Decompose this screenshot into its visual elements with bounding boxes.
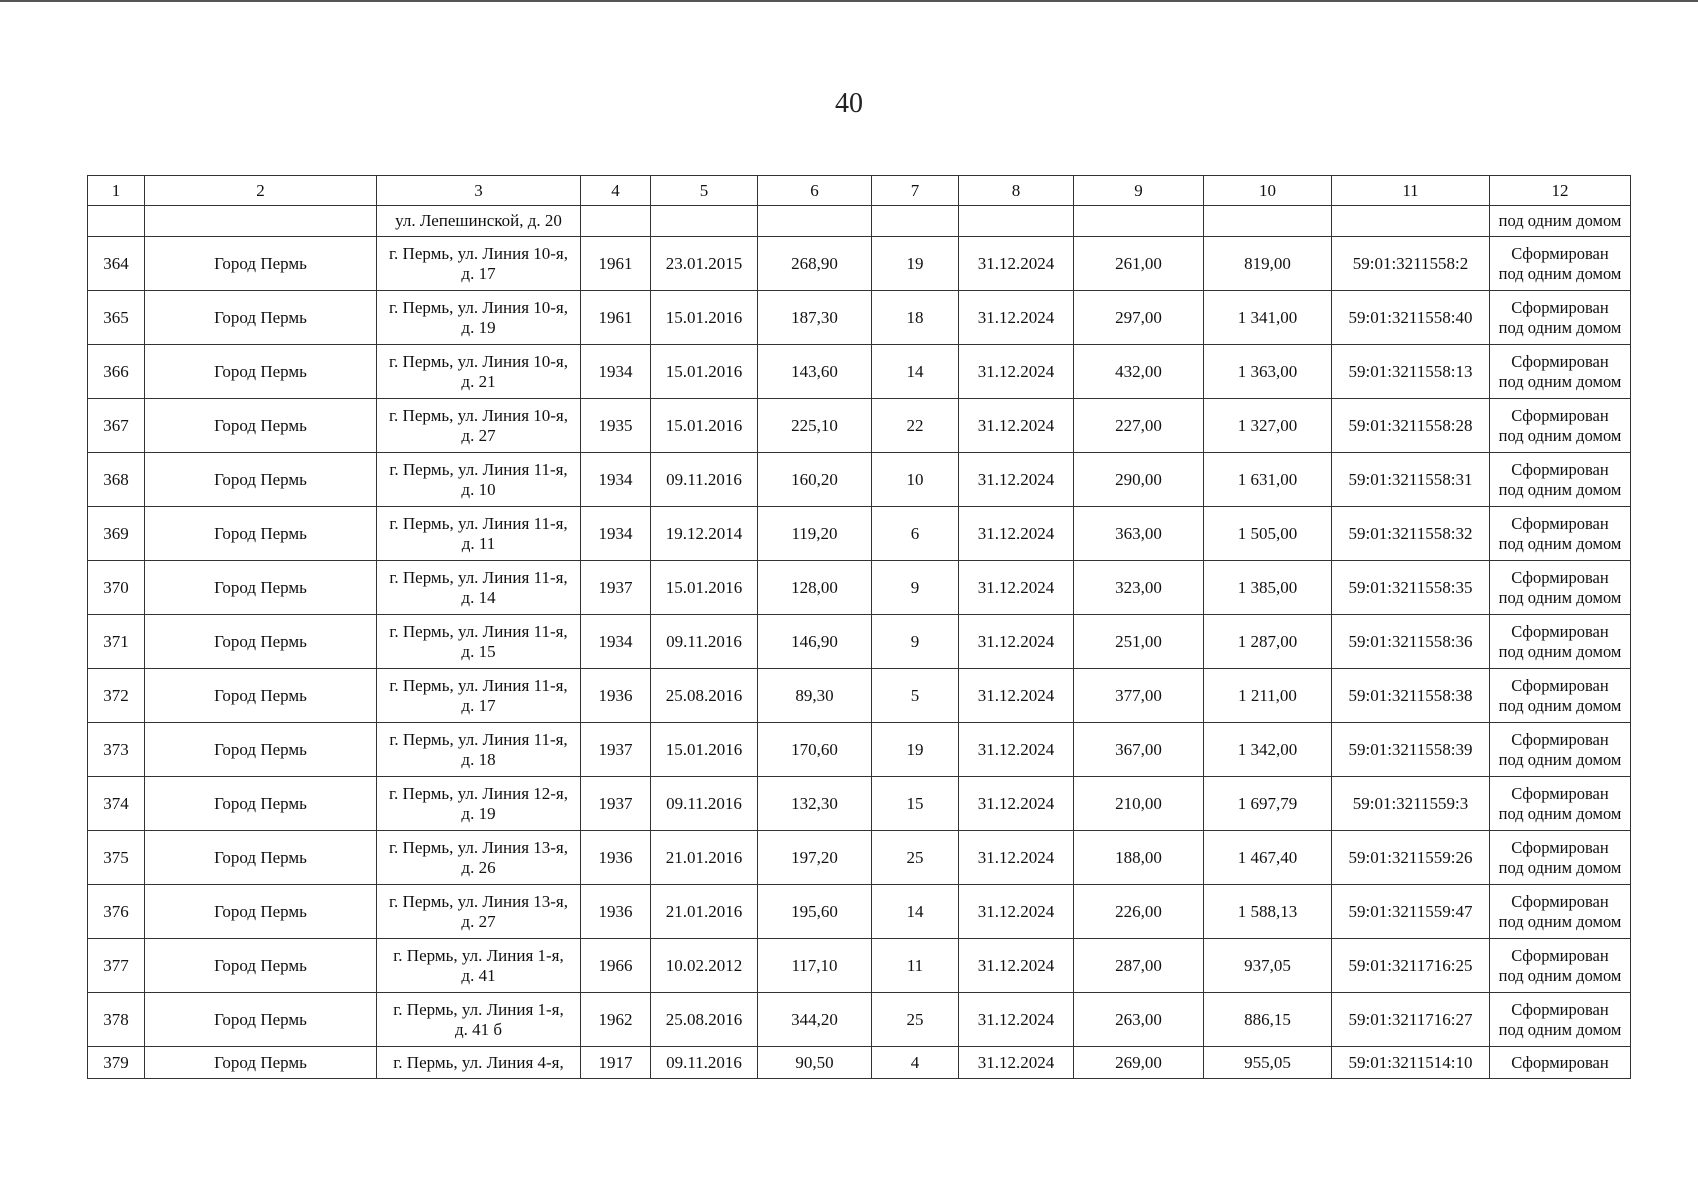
- status-cell-line-2: под одним домом: [1498, 479, 1622, 499]
- deadline-cell: 31.12.2024: [959, 1047, 1074, 1079]
- area-cell: 187,30: [758, 291, 872, 345]
- land-area-cell: 287,00: [1074, 939, 1204, 993]
- address-cell-line-2: д. 27: [461, 911, 496, 931]
- municipality-cell: Город Пермь: [145, 669, 377, 723]
- status-cell-line-1: Сформирован: [1511, 405, 1609, 425]
- count-cell: 22: [872, 399, 959, 453]
- date-cell: 15.01.2016: [651, 723, 758, 777]
- status-cell-line-1: Сформирован: [1511, 243, 1609, 263]
- land-area-cell: 432,00: [1074, 345, 1204, 399]
- continuation-row: [88, 206, 1631, 237]
- row-number-cell: 371: [88, 615, 145, 669]
- row-number-cell: 376: [88, 885, 145, 939]
- cadastral-number-cell: 59:01:3211559:47: [1332, 885, 1490, 939]
- cadastral-number-cell: 59:01:3211558:38: [1332, 669, 1490, 723]
- count-cell: 18: [872, 291, 959, 345]
- address-cell: [377, 237, 581, 291]
- address-cell: [377, 939, 581, 993]
- deadline-cell: 31.12.2024: [959, 561, 1074, 615]
- cost-cell: 1 342,00: [1204, 723, 1332, 777]
- area-cell: 160,20: [758, 453, 872, 507]
- area-cell: 143,60: [758, 345, 872, 399]
- address-cell: [377, 561, 581, 615]
- deadline-cell: 31.12.2024: [959, 291, 1074, 345]
- area-cell: 268,90: [758, 237, 872, 291]
- address-cell: [377, 615, 581, 669]
- address-cell: [377, 993, 581, 1047]
- row-number-cell: 378: [88, 993, 145, 1047]
- status-cell-line-2: под одним домом: [1498, 965, 1622, 985]
- status-cell-line-1: Сформирован: [1511, 837, 1609, 857]
- count-cell: 19: [872, 237, 959, 291]
- date-cell: 09.11.2016: [651, 777, 758, 831]
- cost-cell: 819,00: [1204, 237, 1332, 291]
- cost-cell: 1 588,13: [1204, 885, 1332, 939]
- date-cell: 19.12.2014: [651, 507, 758, 561]
- cadastral-number-cell: 59:01:3211558:2: [1332, 237, 1490, 291]
- area-cell: 197,20: [758, 831, 872, 885]
- status-cell-line-2: под одним домом: [1498, 533, 1622, 553]
- area-cell: 90,50: [758, 1047, 872, 1079]
- count-cell: 14: [872, 885, 959, 939]
- row-number-cell: 369: [88, 507, 145, 561]
- table-row: [88, 1047, 1631, 1079]
- status-cell-line-1: Сформирован: [1511, 729, 1609, 749]
- municipality-cell: Город Пермь: [145, 777, 377, 831]
- cost-cell: 1 385,00: [1204, 561, 1332, 615]
- table-row: [88, 615, 1631, 669]
- count-cell: 5: [872, 669, 959, 723]
- status-cell-line-2: под одним домом: [1498, 749, 1622, 769]
- status-cell-line-2: под одним домом: [1498, 641, 1622, 661]
- address-cell: ул. Лепешинской, д. 20: [377, 206, 581, 237]
- date-cell: 23.01.2015: [651, 237, 758, 291]
- column-header: 2: [145, 176, 377, 206]
- year-cell: 1936: [581, 669, 651, 723]
- date-cell: 09.11.2016: [651, 1047, 758, 1079]
- status-cell: [1490, 237, 1631, 291]
- cost-cell: 1 211,00: [1204, 669, 1332, 723]
- address-cell-line-1: г. Пермь, ул. Линия 11-я,: [389, 729, 568, 749]
- row-number-cell: 374: [88, 777, 145, 831]
- date-cell: 15.01.2016: [651, 561, 758, 615]
- address-cell: [377, 885, 581, 939]
- status-cell-line-1: Сформирован: [1511, 999, 1609, 1019]
- year-cell: 1934: [581, 453, 651, 507]
- column-header: 9: [1074, 176, 1204, 206]
- table-row: [88, 993, 1631, 1047]
- date-cell: 25.08.2016: [651, 669, 758, 723]
- municipality-cell: Город Пермь: [145, 507, 377, 561]
- area-cell: 128,00: [758, 561, 872, 615]
- date-cell: 21.01.2016: [651, 885, 758, 939]
- land-area-cell: 263,00: [1074, 993, 1204, 1047]
- column-header: 7: [872, 176, 959, 206]
- column-header: 10: [1204, 176, 1332, 206]
- area-cell: 89,30: [758, 669, 872, 723]
- date-cell: 21.01.2016: [651, 831, 758, 885]
- year-cell: 1962: [581, 993, 651, 1047]
- row-number-cell: 367: [88, 399, 145, 453]
- year-cell: 1934: [581, 615, 651, 669]
- deadline-cell: 31.12.2024: [959, 615, 1074, 669]
- cost-cell: 886,15: [1204, 993, 1332, 1047]
- status-cell: [1490, 507, 1631, 561]
- deadline-cell: 31.12.2024: [959, 669, 1074, 723]
- address-cell: [377, 831, 581, 885]
- address-cell: [377, 777, 581, 831]
- cost-cell: 1 341,00: [1204, 291, 1332, 345]
- status-cell: [1490, 561, 1631, 615]
- row-number-cell: 373: [88, 723, 145, 777]
- count-cell: 6: [872, 507, 959, 561]
- cadastral-number-cell: 59:01:3211558:39: [1332, 723, 1490, 777]
- status-cell: [1490, 885, 1631, 939]
- cost-cell: 1 467,40: [1204, 831, 1332, 885]
- year-cell: 1934: [581, 507, 651, 561]
- count-cell: 11: [872, 939, 959, 993]
- land-area-cell: 367,00: [1074, 723, 1204, 777]
- cost-cell: 1 287,00: [1204, 615, 1332, 669]
- deadline-cell: 31.12.2024: [959, 237, 1074, 291]
- count-cell: 10: [872, 453, 959, 507]
- deadline-cell: 31.12.2024: [959, 507, 1074, 561]
- status-cell: [1490, 453, 1631, 507]
- cadastral-number-cell: 59:01:3211558:32: [1332, 507, 1490, 561]
- status-cell: [1490, 831, 1631, 885]
- row-number-cell: 366: [88, 345, 145, 399]
- status-cell-line-2: под одним домом: [1498, 695, 1622, 715]
- municipality-cell: Город Пермь: [145, 291, 377, 345]
- table-row: [88, 723, 1631, 777]
- municipality-cell: Город Пермь: [145, 453, 377, 507]
- land-area-cell: 269,00: [1074, 1047, 1204, 1079]
- address-cell-line-1: г. Пермь, ул. Линия 1-я,: [393, 999, 564, 1019]
- status-cell: [1490, 723, 1631, 777]
- cost-cell: 937,05: [1204, 939, 1332, 993]
- address-cell: [377, 669, 581, 723]
- cadastral-number-cell: 59:01:3211558:13: [1332, 345, 1490, 399]
- date-cell: 15.01.2016: [651, 345, 758, 399]
- table-row: [88, 669, 1631, 723]
- deadline-cell: 31.12.2024: [959, 723, 1074, 777]
- address-cell-line-1: г. Пермь, ул. Линия 10-я,: [389, 351, 568, 371]
- year-cell: 1966: [581, 939, 651, 993]
- table-row: [88, 885, 1631, 939]
- status-cell-line-2: под одним домом: [1498, 587, 1622, 607]
- year-cell: 1961: [581, 291, 651, 345]
- cost-cell: 1 631,00: [1204, 453, 1332, 507]
- address-cell-line-2: д. 19: [461, 803, 496, 823]
- municipality-cell: Город Пермь: [145, 885, 377, 939]
- address-cell-line-1: г. Пермь, ул. Линия 11-я,: [389, 513, 568, 533]
- row-number-cell: 365: [88, 291, 145, 345]
- cadastral-number-cell: 59:01:3211558:31: [1332, 453, 1490, 507]
- address-cell-line-2: д. 11: [461, 533, 496, 553]
- area-cell: 195,60: [758, 885, 872, 939]
- count-cell: 4: [872, 1047, 959, 1079]
- address-cell-line-2: д. 21: [461, 371, 496, 391]
- year-cell: 1937: [581, 561, 651, 615]
- address-cell-line-1: г. Пермь, ул. Линия 13-я,: [389, 837, 568, 857]
- count-cell: 25: [872, 831, 959, 885]
- table-row: [88, 939, 1631, 993]
- deadline-cell: 31.12.2024: [959, 453, 1074, 507]
- address-cell: г. Пермь, ул. Линия 4-я,: [377, 1047, 581, 1079]
- year-cell: 1936: [581, 885, 651, 939]
- address-cell: [377, 345, 581, 399]
- status-cell: под одним домом: [1490, 206, 1631, 237]
- status-cell-line-2: под одним домом: [1498, 857, 1622, 877]
- status-cell: [1490, 615, 1631, 669]
- row-number-cell: 372: [88, 669, 145, 723]
- year-cell: 1936: [581, 831, 651, 885]
- municipality-cell: Город Пермь: [145, 939, 377, 993]
- land-area-cell: 261,00: [1074, 237, 1204, 291]
- address-cell-line-2: д. 17: [461, 695, 496, 715]
- land-area-cell: 363,00: [1074, 507, 1204, 561]
- deadline-cell: 31.12.2024: [959, 345, 1074, 399]
- municipality-cell: Город Пермь: [145, 561, 377, 615]
- count-cell: 19: [872, 723, 959, 777]
- cadastral-number-cell: 59:01:3211558:35: [1332, 561, 1490, 615]
- address-cell-line-1: г. Пермь, ул. Линия 10-я,: [389, 297, 568, 317]
- cost-cell: 1 505,00: [1204, 507, 1332, 561]
- address-cell-line-2: д. 18: [461, 749, 496, 769]
- year-cell: 1937: [581, 723, 651, 777]
- count-cell: 15: [872, 777, 959, 831]
- municipality-cell: Город Пермь: [145, 399, 377, 453]
- cost-cell: 955,05: [1204, 1047, 1332, 1079]
- date-cell: 10.02.2012: [651, 939, 758, 993]
- status-cell: [1490, 345, 1631, 399]
- table-row: [88, 237, 1631, 291]
- municipality-cell: Город Пермь: [145, 723, 377, 777]
- municipality-cell: Город Пермь: [145, 1047, 377, 1079]
- status-cell-line-2: под одним домом: [1498, 263, 1622, 283]
- cost-cell: 1 363,00: [1204, 345, 1332, 399]
- municipality-cell: Город Пермь: [145, 993, 377, 1047]
- area-cell: 170,60: [758, 723, 872, 777]
- status-cell: [1490, 399, 1631, 453]
- status-cell-line-1: Сформирован: [1511, 567, 1609, 587]
- table-row: [88, 399, 1631, 453]
- column-header: 6: [758, 176, 872, 206]
- year-cell: 1961: [581, 237, 651, 291]
- date-cell: 15.01.2016: [651, 291, 758, 345]
- address-cell-line-2: д. 26: [461, 857, 496, 877]
- row-number-cell: 377: [88, 939, 145, 993]
- land-area-cell: 297,00: [1074, 291, 1204, 345]
- area-cell: 117,10: [758, 939, 872, 993]
- count-cell: 14: [872, 345, 959, 399]
- address-cell-line-1: г. Пермь, ул. Линия 12-я,: [389, 783, 568, 803]
- cadastral-number-cell: 59:01:3211514:10: [1332, 1047, 1490, 1079]
- land-area-cell: 188,00: [1074, 831, 1204, 885]
- table-row: [88, 561, 1631, 615]
- land-area-cell: 210,00: [1074, 777, 1204, 831]
- column-number-row: [88, 176, 1631, 206]
- status-cell-line-2: под одним домом: [1498, 911, 1622, 931]
- status-cell-line-1: Сформирован: [1511, 621, 1609, 641]
- column-header: 4: [581, 176, 651, 206]
- date-cell: 25.08.2016: [651, 993, 758, 1047]
- status-cell-line-2: под одним домом: [1498, 371, 1622, 391]
- date-cell: 15.01.2016: [651, 399, 758, 453]
- housing-table: [87, 175, 1631, 1079]
- status-cell-line-1: Сформирован: [1511, 513, 1609, 533]
- row-number-cell: 368: [88, 453, 145, 507]
- year-cell: 1937: [581, 777, 651, 831]
- address-cell-line-2: д. 27: [461, 425, 496, 445]
- column-header: 11: [1332, 176, 1490, 206]
- status-cell-line-1: Сформирован: [1511, 891, 1609, 911]
- row-number-cell: 379: [88, 1047, 145, 1079]
- land-area-cell: 227,00: [1074, 399, 1204, 453]
- count-cell: 9: [872, 615, 959, 669]
- land-area-cell: 226,00: [1074, 885, 1204, 939]
- address-cell-line-1: г. Пермь, ул. Линия 10-я,: [389, 405, 568, 425]
- column-header: 1: [88, 176, 145, 206]
- address-cell-line-1: г. Пермь, ул. Линия 1-я,: [393, 945, 564, 965]
- count-cell: 9: [872, 561, 959, 615]
- deadline-cell: 31.12.2024: [959, 939, 1074, 993]
- status-cell-line-1: Сформирован: [1511, 459, 1609, 479]
- table-row: [88, 507, 1631, 561]
- cost-cell: 1 697,79: [1204, 777, 1332, 831]
- column-header: 3: [377, 176, 581, 206]
- status-cell: [1490, 777, 1631, 831]
- deadline-cell: 31.12.2024: [959, 399, 1074, 453]
- status-cell-line-1: Сформирован: [1511, 297, 1609, 317]
- municipality-cell: Город Пермь: [145, 831, 377, 885]
- address-cell: [377, 453, 581, 507]
- cadastral-number-cell: 59:01:3211559:26: [1332, 831, 1490, 885]
- deadline-cell: 31.12.2024: [959, 885, 1074, 939]
- row-number-cell: 375: [88, 831, 145, 885]
- table-row: [88, 291, 1631, 345]
- column-header: 12: [1490, 176, 1631, 206]
- cadastral-number-cell: 59:01:3211558:40: [1332, 291, 1490, 345]
- land-area-cell: 323,00: [1074, 561, 1204, 615]
- area-cell: 119,20: [758, 507, 872, 561]
- area-cell: 225,10: [758, 399, 872, 453]
- cost-cell: 1 327,00: [1204, 399, 1332, 453]
- land-area-cell: 251,00: [1074, 615, 1204, 669]
- status-cell: Сформирован: [1490, 1047, 1631, 1079]
- deadline-cell: 31.12.2024: [959, 777, 1074, 831]
- status-cell-line-1: Сформирован: [1511, 945, 1609, 965]
- year-cell: 1934: [581, 345, 651, 399]
- address-cell-line-2: д. 41: [461, 965, 496, 985]
- status-cell: [1490, 669, 1631, 723]
- status-cell: [1490, 993, 1631, 1047]
- status-cell-line-1: Сформирован: [1511, 351, 1609, 371]
- cadastral-number-cell: 59:01:3211558:28: [1332, 399, 1490, 453]
- row-number-cell: 364: [88, 237, 145, 291]
- status-cell-line-2: под одним домом: [1498, 803, 1622, 823]
- address-cell-line-2: д. 10: [461, 479, 496, 499]
- address-cell: [377, 723, 581, 777]
- municipality-cell: Город Пермь: [145, 237, 377, 291]
- table-row: [88, 345, 1631, 399]
- year-cell: 1917: [581, 1047, 651, 1079]
- column-header: 8: [959, 176, 1074, 206]
- date-cell: 09.11.2016: [651, 615, 758, 669]
- cadastral-number-cell: 59:01:3211558:36: [1332, 615, 1490, 669]
- address-cell-line-1: г. Пермь, ул. Линия 11-я,: [389, 621, 568, 641]
- land-area-cell: 377,00: [1074, 669, 1204, 723]
- status-cell-line-1: Сформирован: [1511, 783, 1609, 803]
- address-cell-line-2: д. 15: [461, 641, 496, 661]
- address-cell-line-2: д. 41 б: [454, 1019, 503, 1039]
- status-cell: [1490, 291, 1631, 345]
- address-cell-line-2: д. 17: [461, 263, 496, 283]
- address-cell-line-1: г. Пермь, ул. Линия 11-я,: [389, 675, 568, 695]
- page-number: 40: [835, 88, 863, 119]
- municipality-cell: Город Пермь: [145, 615, 377, 669]
- area-cell: 146,90: [758, 615, 872, 669]
- area-cell: 344,20: [758, 993, 872, 1047]
- status-cell-line-1: Сформирован: [1511, 675, 1609, 695]
- row-number-cell: 370: [88, 561, 145, 615]
- address-cell: [377, 291, 581, 345]
- address-cell: [377, 399, 581, 453]
- address-cell-line-1: г. Пермь, ул. Линия 11-я,: [389, 459, 568, 479]
- date-cell: 09.11.2016: [651, 453, 758, 507]
- scan-border: [0, 0, 1698, 2]
- table-row: [88, 777, 1631, 831]
- deadline-cell: 31.12.2024: [959, 993, 1074, 1047]
- cadastral-number-cell: 59:01:3211716:27: [1332, 993, 1490, 1047]
- area-cell: 132,30: [758, 777, 872, 831]
- column-header: 5: [651, 176, 758, 206]
- status-cell: [1490, 939, 1631, 993]
- table-row: [88, 831, 1631, 885]
- address-cell-line-1: г. Пермь, ул. Линия 13-я,: [389, 891, 568, 911]
- table-row: [88, 453, 1631, 507]
- cadastral-number-cell: 59:01:3211559:3: [1332, 777, 1490, 831]
- count-cell: 25: [872, 993, 959, 1047]
- status-cell-line-2: под одним домом: [1498, 317, 1622, 337]
- address-cell-line-2: д. 19: [461, 317, 496, 337]
- address-cell-line-1: г. Пермь, ул. Линия 10-я,: [389, 243, 568, 263]
- status-cell-line-2: под одним домом: [1498, 1019, 1622, 1039]
- municipality-cell: Город Пермь: [145, 345, 377, 399]
- status-cell-line-2: под одним домом: [1498, 425, 1622, 445]
- address-cell-line-1: г. Пермь, ул. Линия 11-я,: [389, 567, 568, 587]
- deadline-cell: 31.12.2024: [959, 831, 1074, 885]
- address-cell: [377, 507, 581, 561]
- cadastral-number-cell: 59:01:3211716:25: [1332, 939, 1490, 993]
- year-cell: 1935: [581, 399, 651, 453]
- address-cell-line-2: д. 14: [461, 587, 496, 607]
- land-area-cell: 290,00: [1074, 453, 1204, 507]
